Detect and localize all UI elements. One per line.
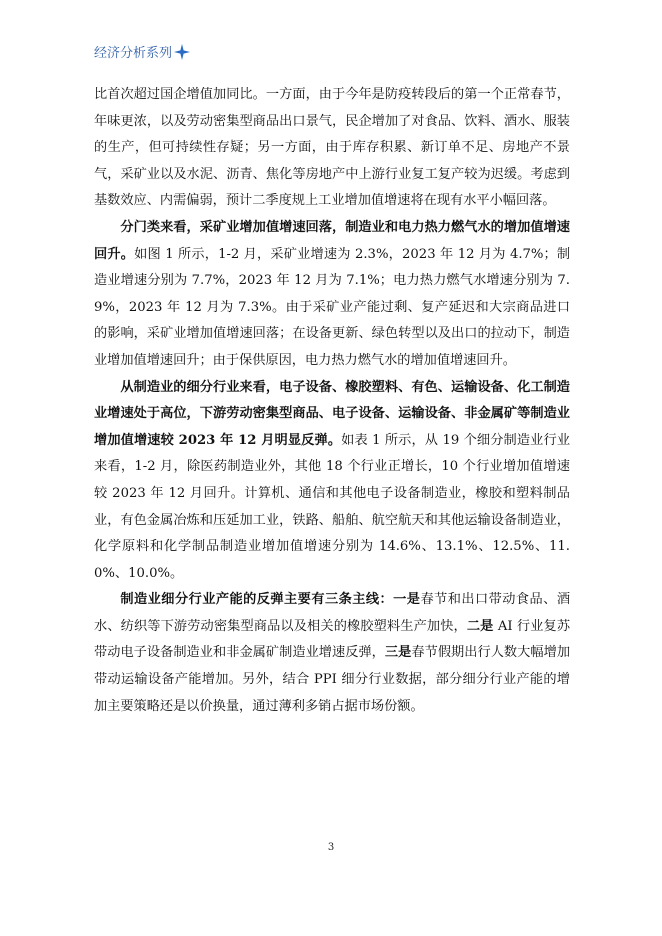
text-run: 比首次超过国企增值加同比。一方面，由于今年是防疫转段后的第一个正常春节，年味更浓，以及劳动密集型商品出口景气，民企增加了对食品、饮料、酒水、服装的生产，但可持续性存疑；另一方面，由于库存积累、新订单不足、房地产不景气，采矿业以及水泥、沥青、焦化等房地产中上游行业复工复产较为迟缓。考虑到基数效应、内需偏弱，预计二季度规上工业增加值增速将在现有水平小幅回落。 (94, 87, 570, 209)
text-run: 如图 1 所示，1-2 月，采矿业增速为 2.3%，2023 年 12 月为 4.7%；制造业增速分别为 7.7%，2023 年 12 月为 7.1%；电力热力燃气水增速分别为 7.9%，2023 年 12 月为 7.3%。由于采矿业产能过剩、复产延迟和大宗商品进口的影响，采矿业增加值增速回落；在设备更新、绿色转型以及出口的拉动下，制造业增加值增速回升；由于保供原因，电力热力燃气水的增加值增速回升。 (94, 246, 571, 368)
paragraph (94, 82, 570, 215)
text-run-bold: 分门类来看，采矿业增加值增速回落，制造业和电力热力燃气水的增加值增速回升。 (94, 219, 570, 262)
paragraph (94, 375, 570, 588)
text-run: 如表 1 所示，从 19 个细分制造业行业来看，1-2 月，除医药制造业外，其他 18 个行业正增长，10 个行业增加值增速较 2023 年 12 月回升。计算机、通信和其他电子设备制造业，橡胶和塑料制品业，有色金属冶炼和压延加工业，铁路、船舶、航空航天和其他运输设备制造业，化学原料和化学制品制造业增加值增速分别为 14.6%、13.1%、12.5%、11.0%、10.0%。 (94, 432, 571, 581)
text-run-bold: 从制造业的细分行业来看，电子设备、橡胶塑料、有色、运输设备、化工制造业增速处于高位，下游劳动密集型商品、电子设备、运输设备、非金属矿等制造业增加值增速较 2023 年 12 月明显反弹。 (94, 379, 570, 448)
text-run: AI 行业复苏带动电子设备制造业和非金属矿制造业增速反弹， (94, 618, 571, 661)
document-header (94, 42, 190, 61)
text-run: 春节假期出行人数大幅增加带动运输设备产能增加。另外，结合 PPI 细分行业数据，部分细分行业产能的增加主要策略还是以价换量，通过薄利多销占据市场份额。 (94, 645, 571, 714)
paragraph (94, 215, 570, 375)
header-title: 经济分析系列 (94, 46, 173, 61)
text-run: 春节和出口带动食品、酒水、纺织等下游劳动密集型商品以及相关的橡胶塑料生产加快， (94, 592, 571, 634)
text-run-bold: 制造业细分行业产能的反弹主要有三条主线： (120, 592, 394, 608)
paragraph (94, 587, 570, 720)
document-body (94, 82, 570, 720)
text-run-bold: 一是 (393, 592, 421, 608)
four-point-star-icon (174, 44, 190, 60)
text-run-bold: 三是 (384, 645, 412, 661)
text-run-bold: 二是 (466, 618, 494, 634)
page-number: 3 (327, 842, 335, 853)
